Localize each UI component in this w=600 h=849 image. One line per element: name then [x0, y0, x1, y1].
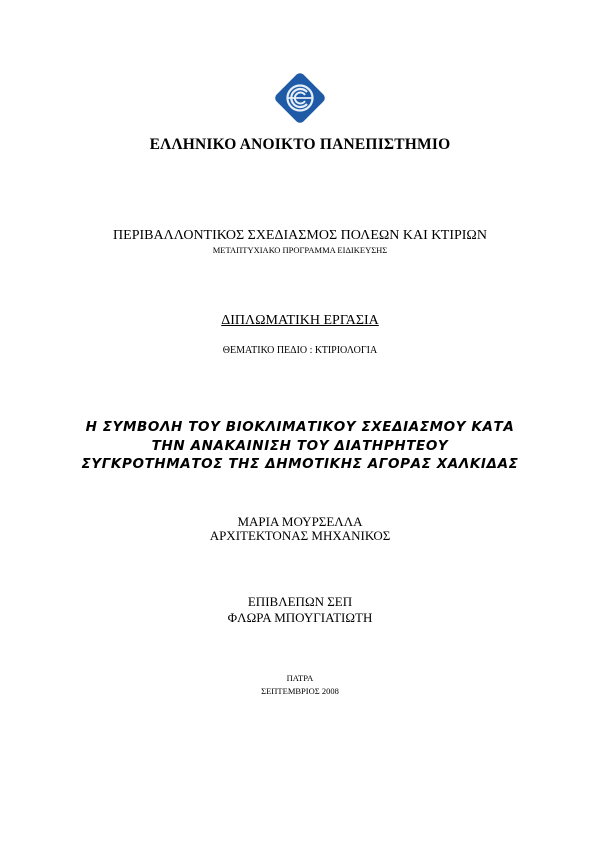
thesis-title-line: ΣΥΓΚΡΟΤΗΜΑΤΟΣ ΤΗΣ ΔΗΜΟΤΙΚΗΣ ΑΓΟΡΑΣ ΧΑΛΚΙΔΑΣ	[81, 456, 519, 472]
thesis-title	[0, 418, 600, 474]
date: ΣΕΠΤΕΜΒΡΙΟΣ 2008	[261, 686, 339, 696]
supervisor-label: ΕΠΙΒΛΕΠΩΝ ΣΕΠ	[247, 594, 353, 609]
supervisor-name: ΦΛΩΡΑ ΜΠΟΥΓΙΑΤΙΩΤΗ	[227, 610, 373, 625]
thesis-type: ΔΙΠΛΩΜΑΤΙΚΗ ΕΡΓΑΣΙΑ	[221, 313, 379, 328]
place: ΠΑΤΡΑ	[286, 673, 314, 683]
university-name: ΕΛΛΗΝΙΚΟ ΑΝΟΙΚΤΟ ΠΑΝΕΠΙΣΤΗΜΙΟ	[149, 136, 451, 153]
author-name: ΜΑΡΙΑ ΜΟΥΡΣΕΛΛΑ	[237, 514, 363, 529]
thesis-title-line: Η ΣΥΜΒΟΛΗ ΤΟΥ ΒΙΟΚΛΙΜΑΤΙΚΟΥ ΣΧΕΔΙΑΣΜΟΥ ΚΑΤΑ	[85, 419, 515, 435]
university-logo-icon	[272, 70, 328, 126]
program-name: ΠΕΡΙΒΑΛΛΟΝΤΙΚΟΣ ΣΧΕΔΙΑΣΜΟΣ ΠΟΛΕΩΝ ΚΑΙ ΚΤΙΡΙΩΝ	[113, 228, 487, 243]
thematic-field: ΘΕΜΑΤΙΚΟ ΠΕΔΙΟ : ΚΤΙΡΙΟΛΟΓΙΑ	[222, 345, 378, 356]
author-role: ΑΡΧΙΤΕΚΤΟΝΑΣ ΜΗΧΑΝΙΚΟΣ	[209, 528, 391, 543]
thesis-title-line: ΤΗΝ ΑΝΑΚΑΙΝΙΣΗ ΤΟΥ ΔΙΑΤΗΡΗΤΕΟΥ	[151, 437, 449, 454]
program-subtitle: ΜΕΤΑΠΤΥΧΙΑΚΟ ΠΡΟΓΡΑΜΜΑ ΕΙΔΙΚΕΥΣΗΣ	[212, 245, 388, 255]
